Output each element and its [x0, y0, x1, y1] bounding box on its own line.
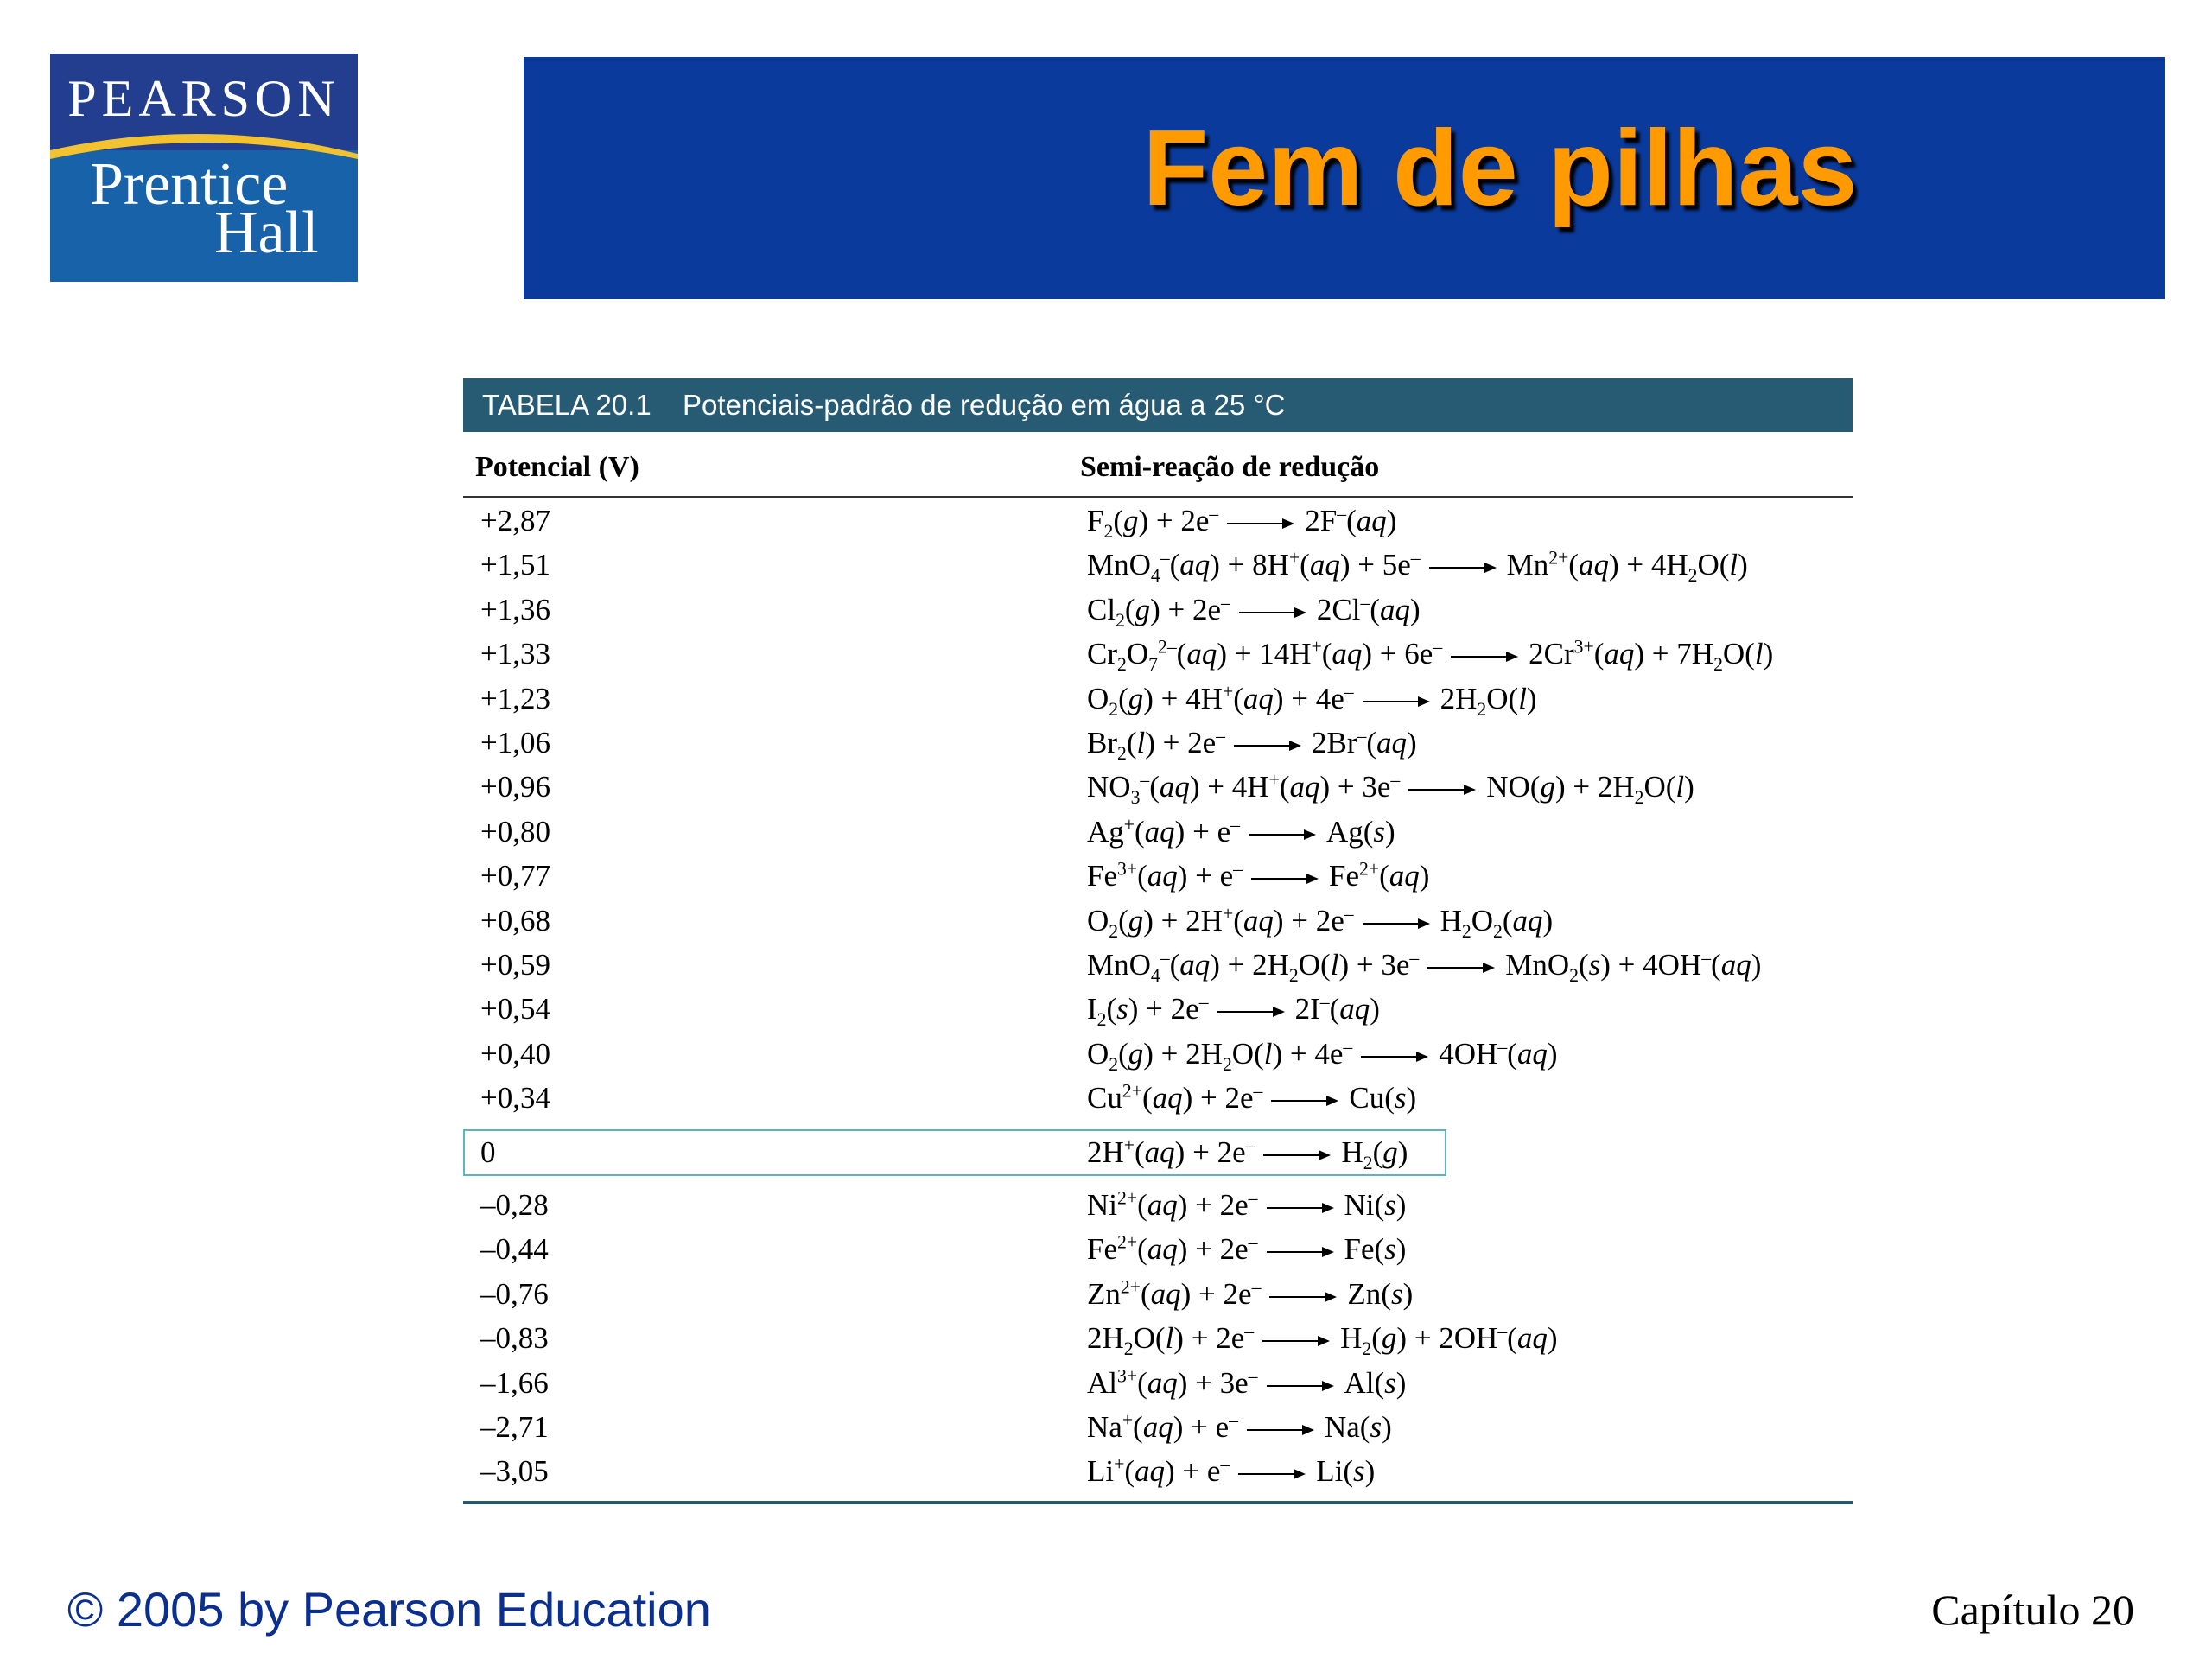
- products: 2I–(aq): [1294, 991, 1380, 1027]
- half-reaction: [1087, 1184, 1406, 1227]
- half-reaction: [1087, 677, 1537, 721]
- potential-value: +1,33: [480, 637, 550, 671]
- products: $H_2O_2(aq)$: [1440, 903, 1554, 942]
- reactants: MnO$_4$–(aq) + 8H+(aq) + 5e–: [1087, 547, 1421, 587]
- reference-row-highlight: [463, 1129, 1446, 1176]
- half-reaction: [1087, 1362, 1406, 1405]
- products: Na(s): [1324, 1410, 1392, 1444]
- half-reaction: [1087, 543, 1748, 587]
- table-row: [463, 1362, 1853, 1405]
- reactants: $2H_2O(l) + 2e^-$: [1087, 1320, 1255, 1360]
- reaction-arrow-icon: [1363, 917, 1432, 931]
- reaction-arrow-icon: [1267, 1201, 1336, 1215]
- products: $2H_2O(l)$: [1440, 681, 1537, 720]
- reaction-arrow-icon: [1267, 1379, 1336, 1393]
- logo-line1: Prentice: [90, 151, 289, 218]
- table-row: [463, 810, 1853, 854]
- table-row: [463, 1184, 1853, 1227]
- half-reaction: [1087, 1033, 1557, 1076]
- table-row: [463, 899, 1853, 943]
- table-row: [463, 677, 1853, 721]
- potential-value: +0,34: [480, 1081, 550, 1116]
- reaction-arrow-icon: [1238, 1467, 1307, 1481]
- products: $H_2(g) + 2OH^-(aq)$: [1340, 1320, 1558, 1360]
- reactants: $MnO_4^-(aq) + 2H_2O(l) + 3e^-$: [1087, 947, 1420, 986]
- reactants: 2H+(aq) + 2e–: [1087, 1135, 1255, 1169]
- reactants: $O_2(g) + 2H^+(aq) + 2e^-$: [1087, 902, 1354, 942]
- reactants: $Al^{3+}(aq) + 3e^-$: [1087, 1364, 1258, 1400]
- table-column-headers: [463, 446, 1853, 498]
- half-reaction: [1087, 944, 1761, 987]
- products: Zn(s): [1347, 1276, 1414, 1311]
- table-row: [463, 721, 1853, 765]
- potential-value: –2,71: [480, 1410, 549, 1444]
- table-row: [463, 1077, 1853, 1120]
- reaction-arrow-icon: [1429, 561, 1498, 575]
- reactants: $Br_2(l) + 2e^-$: [1087, 725, 1226, 764]
- products: Cu(s): [1349, 1081, 1417, 1116]
- reactants: $NO_3^-(aq) + 4H^+(aq) + 3e^-$: [1087, 769, 1401, 809]
- table-row: [463, 1317, 1853, 1360]
- reaction-arrow-icon: [1262, 1334, 1332, 1348]
- table-row: [463, 1228, 1853, 1271]
- potential-value: +1,23: [480, 681, 550, 715]
- potential-value: +0,54: [480, 992, 550, 1027]
- half-reaction: [1087, 988, 1380, 1031]
- half-reaction: [1087, 499, 1396, 543]
- table-row: [463, 1450, 1853, 1493]
- column-header-potential: Potencial (V): [475, 451, 639, 483]
- half-reaction: [1087, 1273, 1413, 1316]
- potential-value: +0,80: [480, 814, 550, 849]
- half-reaction: [1087, 766, 1694, 809]
- half-reaction: [1087, 632, 1773, 676]
- reaction-arrow-icon: [1361, 1050, 1430, 1064]
- products: 2Br–(aq): [1312, 725, 1417, 760]
- table-row: [463, 632, 1853, 676]
- potential-value: –0,44: [480, 1232, 549, 1267]
- table-number: TABELA 20.1: [482, 389, 652, 421]
- half-reaction: [1087, 899, 1553, 943]
- table-row: [463, 766, 1853, 809]
- potential-value: +0,59: [480, 948, 550, 982]
- reaction-arrow-icon: [1227, 517, 1296, 531]
- half-reaction: [1087, 1406, 1392, 1449]
- half-reaction: [1087, 721, 1417, 765]
- potential-value: –0,76: [480, 1276, 549, 1311]
- reaction-arrow-icon: [1217, 1005, 1287, 1019]
- potential-value: +1,36: [480, 592, 550, 626]
- table-row: [463, 855, 1853, 898]
- reactants: $Cr_2O_7^{2-}(aq) + 14H^+(aq) + 6e^-$: [1087, 636, 1443, 676]
- reactants: Ag+(aq) + e–: [1087, 814, 1240, 849]
- reactants: $Cu^{2+}(aq) + 2e^-$: [1087, 1080, 1263, 1116]
- reaction-arrow-icon: [1249, 828, 1318, 842]
- table-row: [463, 1273, 1853, 1316]
- reaction-arrow-icon: [1269, 1290, 1338, 1304]
- potential-value: +1,06: [480, 726, 550, 760]
- half-reaction: [1087, 810, 1395, 854]
- potential-value: –1,66: [480, 1365, 549, 1400]
- logo-line2: Hall: [214, 200, 319, 266]
- table-row: [463, 1033, 1853, 1076]
- pearson-prentice-hall-logo: [50, 54, 358, 282]
- products: 2Cl–(aq): [1316, 592, 1421, 626]
- half-reaction: [1087, 1228, 1406, 1271]
- potential-value: +2,87: [480, 504, 550, 537]
- footer-copyright: © 2005 by Pearson Education: [67, 1582, 711, 1637]
- table-row: [463, 543, 1853, 587]
- potential-value: 0: [480, 1135, 496, 1169]
- reaction-arrow-icon: [1267, 1245, 1336, 1259]
- reaction-arrow-icon: [1451, 650, 1520, 664]
- products: 2F–(aq): [1305, 503, 1397, 537]
- potential-value: +0,68: [480, 903, 550, 938]
- reactants: $Fe^{2+}(aq) + 2e^-$: [1087, 1231, 1258, 1267]
- half-reaction: [1087, 1077, 1416, 1120]
- potential-value: –0,28: [480, 1188, 549, 1222]
- half-reaction: [1087, 1450, 1375, 1493]
- potential-value: +0,96: [480, 770, 550, 804]
- reaction-arrow-icon: [1239, 606, 1308, 620]
- products: Fe(s): [1344, 1232, 1407, 1267]
- reaction-arrow-icon: [1234, 739, 1303, 753]
- products: $Mn^{2+}(aq) + 4H_2O(l)$: [1506, 547, 1748, 587]
- table-row: [463, 944, 1853, 987]
- title-bar: [524, 57, 2165, 299]
- reactants: $Cl_2(g) + 2e^-$: [1087, 592, 1230, 631]
- table-row: [463, 588, 1853, 632]
- products: Ni(s): [1344, 1188, 1407, 1222]
- reaction-arrow-icon: [1247, 1423, 1316, 1437]
- reactants: Na+(aq) + e–: [1087, 1409, 1238, 1444]
- reactants: $F_2(g) + 2e^-$: [1087, 503, 1219, 542]
- products: MnO$_2$(s) + 4OH–(aq): [1505, 947, 1762, 986]
- reactants: Li+(aq) + e–: [1087, 1453, 1230, 1489]
- half-reaction: [1087, 1317, 1557, 1360]
- reaction-arrow-icon: [1251, 872, 1320, 886]
- column-header-reaction: Semi-reação de redução: [1080, 451, 1380, 483]
- products: Ag(s): [1325, 814, 1395, 849]
- reactants: $O_2(g) + 4H^+(aq) + 4e^-$: [1087, 680, 1354, 720]
- potential-value: –0,83: [480, 1321, 549, 1356]
- table-top-rule: [463, 496, 1853, 498]
- table-caption: Potenciais-padrão de redução em água a 25 °C: [683, 389, 1286, 421]
- potential-value: –3,05: [480, 1454, 549, 1489]
- table-row: [463, 988, 1853, 1031]
- reaction-arrow-icon: [1427, 961, 1497, 975]
- half-reaction: [1087, 588, 1421, 632]
- products: $Fe^{2+}(aq)$: [1329, 858, 1430, 893]
- half-reaction: [1087, 855, 1429, 898]
- table-row: [463, 1406, 1853, 1449]
- table-row: [463, 499, 1853, 543]
- reaction-arrow-icon: [1271, 1094, 1340, 1108]
- reactants: $Zn^{2+}(aq) + 2e^-$: [1087, 1276, 1262, 1311]
- potential-value: +0,77: [480, 859, 550, 893]
- reaction-arrow-icon: [1408, 783, 1478, 797]
- potential-value: +0,40: [480, 1036, 550, 1071]
- reactants: $O_2(g) + 2H_2O(l) + 4e^-$: [1087, 1036, 1353, 1075]
- products: $2Cr^{3+}(aq) + 7H_2O(l)$: [1529, 636, 1774, 676]
- reactants: $Ni^{2+}(aq) + 2e^-$: [1087, 1187, 1258, 1222]
- reaction-arrow-icon: [1363, 695, 1432, 709]
- logo-brand-text: PEARSON: [67, 70, 340, 127]
- products: 4OH–(aq): [1439, 1036, 1558, 1071]
- slide-title: Fem de pilhas: [1142, 109, 1858, 228]
- products: Li(s): [1316, 1454, 1376, 1489]
- products: $NO(g) + 2H_2O(l)$: [1486, 770, 1694, 809]
- table-bottom-rule: [463, 1501, 1853, 1504]
- reactants: $Fe^{3+}(aq) + e^-$: [1087, 858, 1243, 893]
- products: Al(s): [1344, 1365, 1407, 1400]
- table-header-bar: [463, 378, 1853, 432]
- potential-value: +1,51: [480, 548, 550, 582]
- footer-chapter: Capítulo 20: [1931, 1586, 2134, 1634]
- products: $H_2(g)$: [1341, 1135, 1408, 1173]
- reactants: $I_2(s) + 2e^-$: [1087, 991, 1209, 1031]
